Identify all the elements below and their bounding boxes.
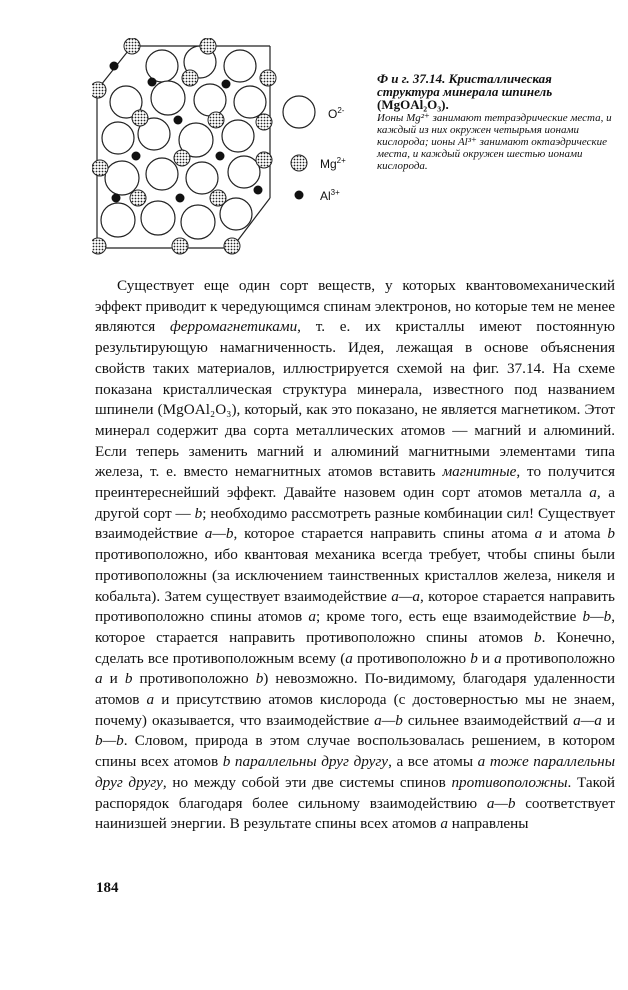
main-paragraph: Существует еще один сорт веществ, у которых квантовомеханический эффект приводит к чередующимся спинам электронов, но которые тем не менее являются ферромагнетиками, т. е. их кристаллы имеют постоянную результирующую намагниченность. Идея, лежащая в основе объяснения свойств таких материалов, иллюстрируется схемой на фиг. 37.14. На схеме показана кристаллическая структура минерала, известного под названием шпинели (MgOAl₂O₃), который, как это показано, не является магнетиком. Этот минерал содержит два сорта металлических атомов — магний и алюминий. Если теперь заменить магний и алюминий магнитными элементами типа железа, т. е. вместо немагнитных атомов вставить магнитные, то получится преинтереснейший эффект. Давайте назовем один сорт атомов металла а, а другой сорт — b; необходимо рассмотреть разные комбинации сил! Существует взаимодействие а—b, которое старается направить спины атома а и атома b противоположно, ибо квантовая механика всегда требует, чтобы спины были противоположны (за исключением таинственных кристаллов железа, никеля и кобальта). Затем существует взаимодействие а—а, которое старается направить противоположно спины атомов а; кроме того, есть еще взаимодействие b—b, которое старается направить противоположно спины атомов b. Конечно, сделать все противоположным всему (а противоположно b и а противоположно а и b противоположно b) невозможно. По-видимому, благодаря удаленности атомов а и присутствию атомов кислорода (с достоверностью мы не знаем, почему) оказывается, что взаимодействие а—b сильнее взаимодействий а—а и b—b. Словом, природа в этом случае воспользовалась решением, в котором спины всех атомов b параллельны друг другу, а все атомы а тоже параллельны друг другу, но между собой эти две системы спинов противоположны. Такой распорядок благодаря более сильному взаимодействию а—b соответствует наинизшей энергии. В результате спины всех атомов а направлены	[95, 277, 616, 833]
legend-oxygen-label: $O^{2-}$	[328, 106, 345, 121]
page-number: 184	[96, 880, 119, 896]
spinel-structure-figure	[92, 38, 374, 258]
caption-label: Ф и г. 37.14.	[377, 71, 446, 86]
caption-title-text: Кристаллическая структура минерала шпинель	[377, 71, 553, 99]
legend-magnesium-icon	[291, 155, 307, 171]
crystal-diagram	[92, 38, 374, 258]
legend-aluminum-icon	[295, 191, 304, 200]
caption-description: Ионы Mg²⁺ занимают тетраэдрические места, и каждый из них окружен четырьмя ионами кислорода; ионы Al³⁺ занимают октаэдрические места, и каждый окружен шестью ионами кислорода.	[377, 112, 612, 172]
legend-oxygen-icon	[283, 96, 315, 128]
legend-aluminum-label: $Al^{3+}$	[320, 188, 340, 203]
legend-magnesium-label: $Mg^{2+}$	[320, 156, 346, 171]
body-text	[95, 276, 615, 835]
figure-caption	[377, 72, 617, 172]
caption-title	[377, 72, 617, 111]
caption-formula: (MgOAl₂O₃).	[377, 97, 449, 112]
